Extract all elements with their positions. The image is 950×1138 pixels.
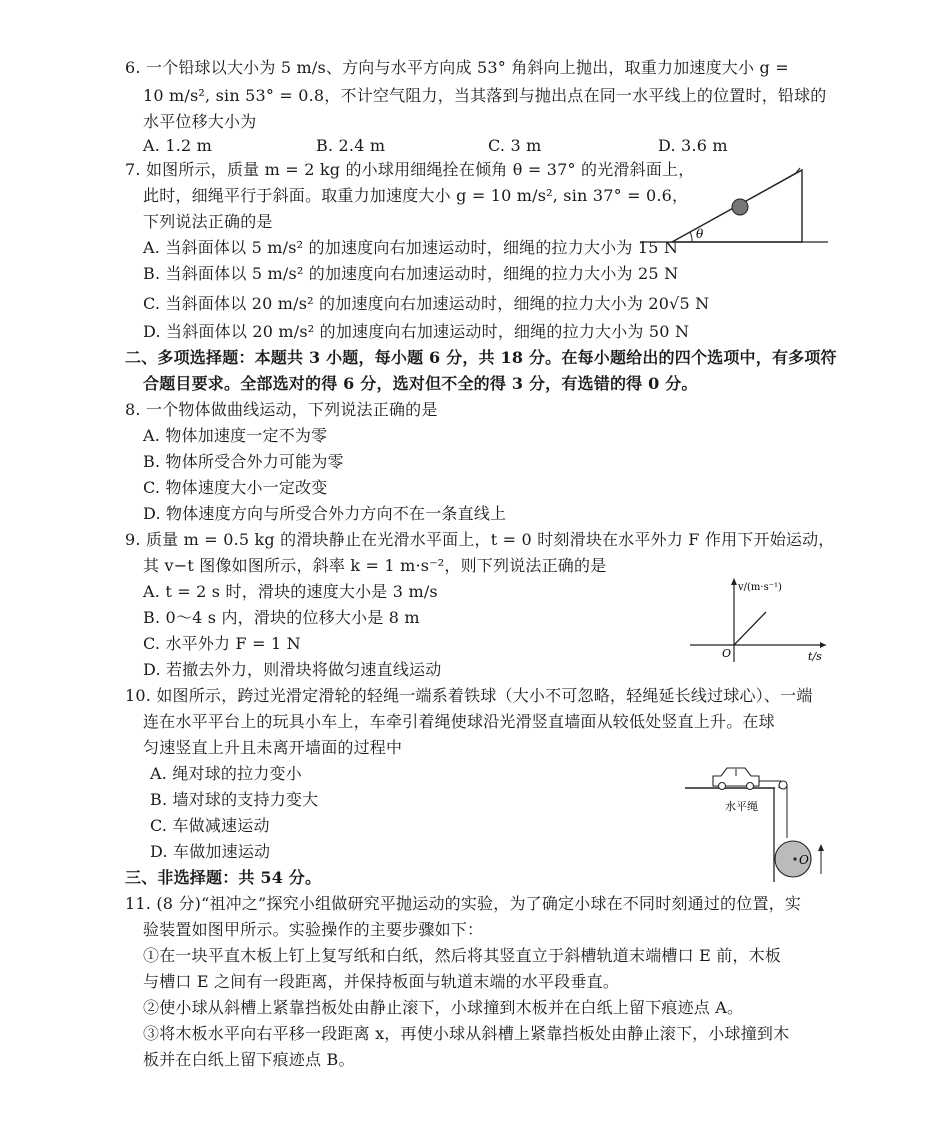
section-2-line-2: 合题目要求。全部选对的得 6 分，选对但不全的得 3 分，有选错的得 0 分。 [143,374,698,393]
ball [732,199,748,215]
rope-line [750,173,796,199]
q6-option-d: D. 3.6 m [658,136,728,155]
q6-line-1: 6. 一个铅球以大小为 5 m/s、方向与水平方向成 53° 角斜向上抛出，取重力加速度大小 g = [125,58,789,77]
q9-option-a: A. t = 2 s 时，滑块的速度大小是 3 m/s [143,582,438,601]
y-axis-arrow [731,578,737,585]
q11-step-3-a: ③将木板水平向右平移一段距离 x，再使小球从斜槽上紧靠挡板处由静止滚下，小球撞到木 [143,1024,790,1043]
q7-line-3: 下列说法正确的是 [143,212,273,231]
q9-option-d: D. 若撤去外力，则滑块将做匀速直线运动 [143,660,442,679]
q9-option-c: C. 水平外力 F = 1 N [143,634,301,653]
q6-option-a: A. 1.2 m [143,136,213,155]
q11-step-3-b: 板并在白纸上留下痕迹点 B。 [143,1050,355,1069]
q9-line-2: 其 v−t 图像如图所示，斜率 k = 1 m·s⁻²，则下列说法正确的是 [143,556,607,575]
q10-option-b: B. 墙对球的支持力变大 [150,790,319,809]
q7-line-2: 此时，细绳平行于斜面。取重力加速度大小 g = 10 m/s², sin 37° = 0.6， [143,186,689,205]
angle-arc [690,232,692,242]
q10-option-c: C. 车做减速运动 [150,816,270,835]
q9-line-1: 9. 质量 m = 0.5 kg 的滑块静止在光滑水平面上，t = 0 时刻滑块在水平外力 F 作用下开始运动， [125,530,835,549]
rope-label: 水平绳 [725,800,758,813]
q8-option-b: B. 物体所受合外力可能为零 [143,452,344,471]
q8-option-d: D. 物体速度方向与所受合外力方向不在一条直线上 [143,504,507,523]
pulley-figure [685,758,825,882]
q6-option-b: B. 2.4 m [316,136,386,155]
q8-line-1: 8. 一个物体做曲线运动，下列说法正确的是 [125,400,438,419]
q10-option-a: A. 绳对球的拉力变小 [150,764,302,783]
q10-line-3: 匀速竖直上升且未离开墙面的过程中 [143,738,403,757]
q10-line-1: 10. 如图所示，跨过光滑定滑轮的轻绳一端系着铁球（大小不可忽略，轻绳延长线过球心）、一端 [125,686,813,705]
incline-figure [640,158,830,250]
q11-line-1: 11. (8 分)“祖冲之”探究小组做研究平抛运动的实验，为了确定小球在不同时刻通过的位置，实 [125,894,802,913]
q8-option-a: A. 物体加速度一定不为零 [143,426,328,445]
q7-option-a: A. 当斜面体以 5 m/s² 的加速度向右加速运动时，细绳的拉力大小为 15 N [143,238,679,257]
car-wheel-rear [719,783,726,790]
q7-option-d: D. 当斜面体以 20 m/s² 的加速度向右加速运动时，细绳的拉力大小为 50 N [143,322,690,341]
q6-line-2: 10 m/s², sin 53° = 0.8，不计空气阻力，当其落到与抛出点在同一水平线上的位置时，铅球的 [143,86,827,105]
velocity-line [734,612,766,645]
section-3-line-1: 三、非选择题：共 54 分。 [125,868,322,887]
x-axis-arrow [820,642,826,648]
q11-step-1-b: 与槽口 E 之间有一段距离，并保持板面与轨道末端的水平段垂直。 [143,972,620,991]
q7-option-b: B. 当斜面体以 5 m/s² 的加速度向右加速运动时，细绳的拉力大小为 25 N [143,264,679,283]
upward-arrow-head [818,844,824,851]
origin-label: O [722,647,732,660]
q10-option-d: D. 车做加速运动 [150,842,271,861]
vt-graph [690,574,830,664]
q7-option-c: C. 当斜面体以 20 m/s² 的加速度向右加速运动时，细绳的拉力大小为 20√5 N [143,294,710,313]
ball-center-dot [793,857,796,860]
q11-step-1-a: ①在一块平直木板上钉上复写纸和白纸，然后将其竖直立于斜槽轨道末端槽口 E 前，木板 [143,946,782,965]
q8-option-c: C. 物体速度大小一定改变 [143,478,328,497]
q11-step-2: ②使小球从斜槽上紧靠挡板处由静止滚下，小球撞到木板并在白纸上留下痕迹点 A。 [143,998,744,1017]
theta-label: θ [696,227,704,241]
pulley [779,781,787,789]
q11-line-2: 验装置如图甲所示。实验操作的主要步骤如下： [143,920,484,939]
q6-line-3: 水平位移大小为 [143,112,257,131]
x-axis-label: t/s [808,650,822,663]
q10-line-2: 连在水平平台上的玩具小车上，车牵引着绳使球沿光滑竖直墙面从较低处竖直上升。在球 [143,712,775,731]
y-axis-label: v/(m·s⁻¹) [738,582,782,593]
q7-line-1: 7. 如图所示，质量 m = 2 kg 的小球用细绳拴在倾角 θ = 37° 的光滑斜面上， [125,160,695,179]
center-label: O [799,853,809,867]
section-2-line-1: 二、多项选择题：本题共 3 小题，每小题 6 分，共 18 分。在每小题给出的四个选项中，有多项符 [125,348,837,367]
q9-option-b: B. 0～4 s 内，滑块的位移大小是 8 m [143,608,420,627]
car-wheel-front [747,783,754,790]
q6-option-c: C. 3 m [488,136,542,155]
